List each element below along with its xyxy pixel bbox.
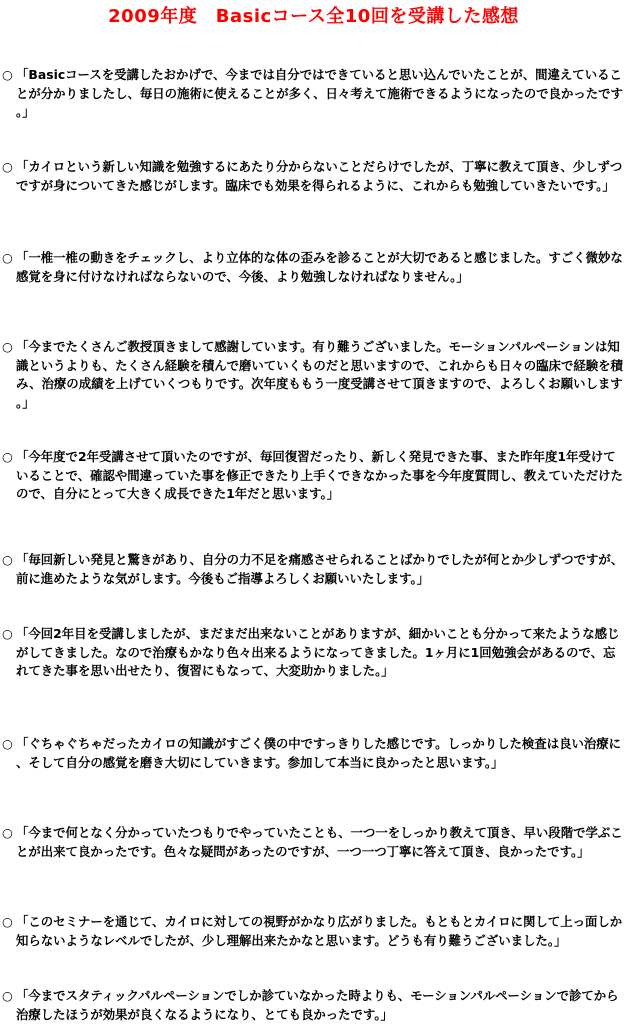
comment-item	[2, 913, 624, 950]
bullet-icon: ○	[2, 988, 13, 1003]
bullet-icon: ○	[2, 626, 13, 641]
bullet-icon: ○	[2, 250, 13, 265]
comment-text: 「ぐちゃぐちゃだったカイロの知識がすごく僕の中ですっきりした感じです。しっかりした検査は良い治療に、そして自分の感覚を磨き大切にしていきます。参加して本当に良かったと思います。」	[16, 736, 622, 770]
comment-text: 「今まで何となく分かっていたつもりでやっていたことも、一つ一をしっかり教えて頂き、早い段階で学ぶことが出来て良かったです。色々な疑問があったのですが、一つ一つ丁寧に答えて頂き、良かったです。」	[16, 825, 623, 859]
comment-item	[2, 625, 624, 681]
comment-text: 「カイロという新しい知識を勉強するにあたり分からないことだらけでしたが、丁寧に教えて頂き、少しずつですが身についてきた感じがします。臨床でも効果を得られるように、これからも勉強していきたいです。」	[16, 159, 623, 193]
comment-item	[2, 249, 624, 286]
bullet-icon: ○	[2, 159, 13, 174]
comment-text: 「毎回新しい発見と驚きがあり、自分の力不足を痛感させられることばかりでしたが何とか少しずつですが、前に進めたような気がします。今後もご指導よろしくお願いいたします。」	[16, 552, 624, 586]
comment-item	[2, 987, 624, 1024]
comment-item	[2, 551, 624, 588]
comment-item	[2, 158, 624, 195]
comment-text: 「今までスタティックパルペーションでしか診ていなかった時よりも、モーションパルペーションで診てから治療したほうが効果が良くなるようになり、とても良かったです。」	[16, 988, 619, 1022]
comment-item	[2, 66, 624, 122]
comment-item	[2, 448, 624, 504]
comment-text: 「今回2年目を受講しましたが、まだまだ出来ないことがありますが、細かいことも分かって来たような感じがしてきました。なので治療もかなり色々出来るようになってきました。1ヶ月に1回勉強会があるので、忘れてきた事を思い出せたり、復習にもなって、大変助かりました。」	[16, 626, 620, 678]
comment-text: 「今年度で2年受講させて頂いたのですが、毎回復習だったり、新しく発見できた事、また昨年度1年受けていることで、確認や間違っていた事を修正できたり上手くできなかった事を今年度質問し、教えていただけたので、自分にとって大きく成長できた1年だと思います。」	[16, 449, 623, 501]
comment-item	[2, 824, 624, 861]
bullet-icon: ○	[2, 736, 13, 751]
bullet-icon: ○	[2, 552, 13, 567]
comment-item	[2, 338, 624, 412]
bullet-icon: ○	[2, 449, 13, 464]
bullet-icon: ○	[2, 67, 13, 82]
bullet-icon: ○	[2, 914, 13, 929]
page-title: 2009年度 Basicコース全10回を受講した感想	[108, 6, 519, 27]
comment-text: 「Basicコースを受講したおかげで、今までは自分ではできていると思い込んでいたことが、間違えていることが分かりましたし、毎日の施術に使えることが多く、日々考えて施術できるようになったので良かったです。」	[16, 67, 623, 119]
bullet-icon: ○	[2, 339, 13, 354]
comment-item	[2, 735, 624, 772]
comment-text: 「一椎一椎の動きをチェックし、より立体的な体の歪みを診ることが大切であると感じました。すごく微妙な感覚を身に付けなければならないので、今後、より勉強しなければなりません。」	[16, 250, 623, 284]
comment-text: 「このセミナーを通じて、カイロに対しての視野がかなり広がりました。もともとカイロに関して上っ面しか知らないようなレベルでしたが、少し理解出来たかなと思います。どうも有り難うございました。」	[16, 914, 623, 948]
bullet-icon: ○	[2, 825, 13, 840]
comment-text: 「今までたくさんご教授頂きまして感謝しています。有り難うございました。モーションパルペーションは知識というよりも、たくさん経験を積んで磨いていくものだと思いますので、これからも日々の臨床で経験を積み、治療の成績を上げていくつもりです。次年度ももう一度受講させて頂きますので、よろしくお願いします。」	[16, 339, 623, 410]
